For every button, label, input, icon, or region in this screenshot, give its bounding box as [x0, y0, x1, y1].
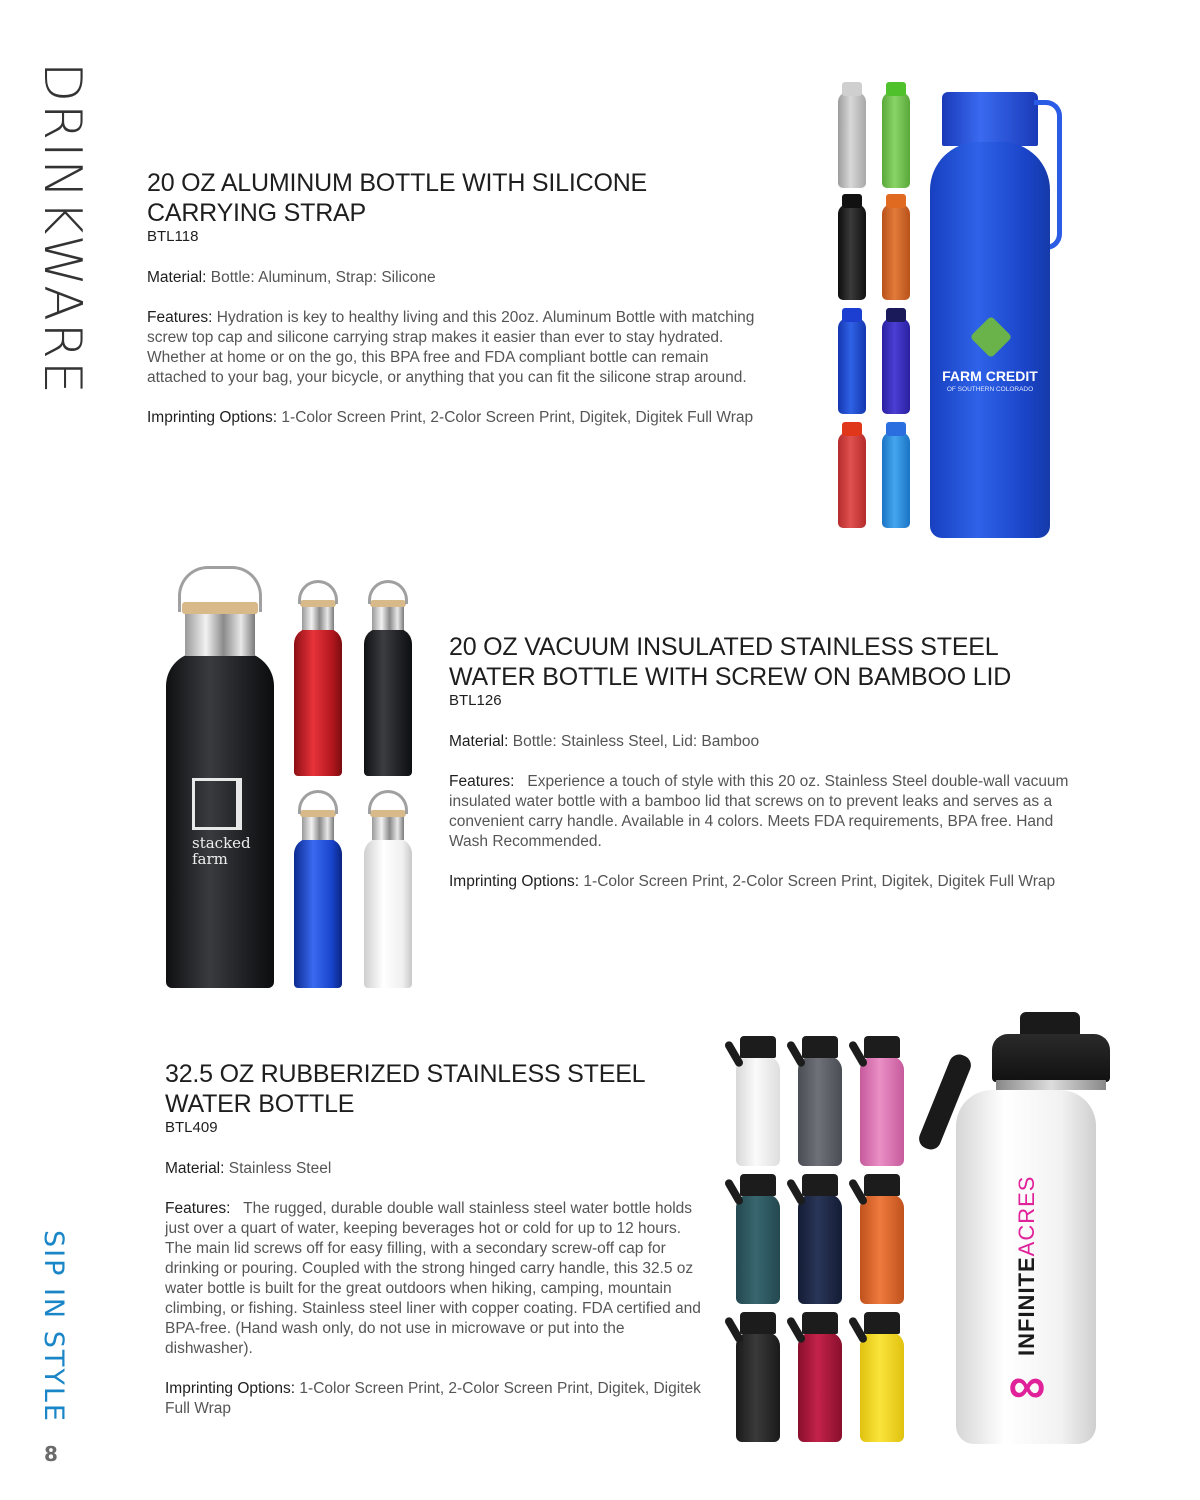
bottle-lid — [992, 1034, 1110, 1082]
features-label: Features: — [449, 773, 515, 790]
bottle-ring — [996, 1080, 1106, 1090]
section-title: DRINKWARE — [32, 62, 92, 396]
bottle-cap — [942, 92, 1038, 146]
product-material — [147, 268, 767, 288]
main-bottle-blue — [930, 92, 1050, 538]
product-imprint — [449, 872, 1079, 892]
tagline: SIP IN STYLE — [38, 1230, 69, 1423]
product-sku: BTL409 — [165, 1119, 218, 1136]
swatch-bottle-yellow — [860, 1332, 904, 1442]
swatch-bottle-red — [798, 1332, 842, 1442]
main-bottle-white — [926, 1010, 1106, 1446]
product-features — [449, 772, 1079, 852]
product-btl126 — [449, 632, 1079, 912]
product-btl409 — [165, 1059, 705, 1439]
features-value: The rugged, durable double wall stainless steel water bottle holds just over a quart of water, keeping beverages hot or cold for up to 12 hours. The main lid screws off for easy filling, with a secondary screw-off cap for drinking or pouring. Coupled with the strong hinged carry handle, this 32.5 oz water bottle is built for the great outdoors when hiking, camping, mountain climbing, or fishing. Stainless steel liner with copper coating. FDA certified and BPA-free. (Hand wash only, do not use in microwave or put into the dishwasher). — [165, 1200, 701, 1357]
swatch-bottle-orange — [860, 1194, 904, 1304]
logo-line2: farm — [192, 850, 228, 868]
imprint-label: Imprinting Options: — [165, 1380, 296, 1397]
features-label: Features: — [165, 1200, 231, 1217]
logo-subtitle: OF SOUTHERN COLORADO — [946, 386, 1034, 393]
product-imprint — [165, 1379, 705, 1419]
imprint-value: 1-Color Screen Print, 2-Color Screen Print, Digitek, Digitek Full Wrap — [583, 873, 1056, 890]
swatch-bottle-white — [736, 1056, 780, 1166]
material-label: Material: — [449, 733, 509, 750]
product-title: 20 OZ VACUUM INSULATED STAINLESS STEEL WATER BOTTLE WITH SCREW ON BAMBOO LID — [449, 633, 1012, 691]
logo-light: ACRES — [1014, 1175, 1039, 1257]
swatch-bottle-white — [364, 838, 412, 988]
swatch-bottle-blue — [294, 838, 342, 988]
page-number: 8 — [44, 1442, 58, 1466]
infinity-icon: ∞ — [1008, 1357, 1046, 1415]
product-material — [449, 732, 1079, 752]
swatch-bottle-black — [364, 628, 412, 776]
swatch-bottle-teal — [736, 1194, 780, 1304]
imprint-label: Imprinting Options: — [449, 873, 580, 890]
logo-title: FARM CREDIT — [942, 368, 1038, 384]
swatch-bottle-blue — [838, 318, 866, 414]
swatch-bottle-silver — [838, 92, 866, 188]
swatch-bottle-purple — [882, 318, 910, 414]
product-sku: BTL126 — [449, 692, 502, 709]
swatch-bottle-black — [838, 204, 866, 300]
swatch-bottle-navy — [798, 1194, 842, 1304]
main-bottle-black — [166, 652, 274, 988]
swatch-bottle-red — [838, 432, 866, 528]
product-image-btl409 — [726, 1010, 1106, 1446]
product-btl118 — [147, 168, 767, 448]
features-value: Experience a touch of style with this 20 oz. Stainless Steel double-wall vacuum insulated water bottle with a bamboo lid that screws on to prevent leaks and serves as a convenient carry handle. Available in 4 colors. Meets FDA requirements, BPA free. Hand Wash Recommended. — [449, 773, 1069, 850]
product-material — [165, 1159, 705, 1179]
infinite-acres-logo — [998, 1156, 1058, 1416]
material-value: Stainless Steel — [228, 1160, 332, 1177]
product-title: 20 OZ ALUMINUM BOTTLE WITH SILICONE CARRYING STRAP — [147, 169, 648, 227]
swatch-bottle-orange — [882, 204, 910, 300]
product-features — [147, 308, 767, 388]
features-label: Features: — [147, 309, 213, 326]
swatch-bottle-green — [882, 92, 910, 188]
swatch-bottle-black — [736, 1332, 780, 1442]
swatch-bottle-light-blue — [882, 432, 910, 528]
material-label: Material: — [165, 1160, 225, 1177]
features-value: Hydration is key to healthy living and this 20oz. Aluminum Bottle with matching screw top cap and silicone carrying strap makes it easier than ever to stay hydrated. Whether at home or on the go, this BPA free and FDA compliant bottle can remain attached to your bag, your bicycle, or anything that you can fit the silicone strap around. — [147, 309, 755, 386]
material-label: Material: — [147, 269, 207, 286]
material-value: Bottle: Stainless Steel, Lid: Bamboo — [512, 733, 760, 750]
swatch-bottle-gray — [798, 1056, 842, 1166]
product-title: 32.5 OZ RUBBERIZED STAINLESS STEEL WATER BOTTLE — [165, 1060, 645, 1118]
logo-bold: INFINITE — [1014, 1256, 1039, 1356]
product-imprint — [147, 408, 767, 428]
product-features — [165, 1199, 705, 1359]
imprint-value: 1-Color Screen Print, 2-Color Screen Print, Digitek, Digitek Full Wrap — [165, 1380, 701, 1417]
imprint-value: 1-Color Screen Print, 2-Color Screen Print, Digitek, Digitek Full Wrap — [281, 409, 754, 426]
product-sku: BTL118 — [147, 228, 199, 245]
product-image-btl118 — [830, 78, 1080, 538]
logo-line1: stacked — [192, 834, 251, 852]
material-value: Bottle: Aluminum, Strap: Silicone — [210, 269, 436, 286]
imprint-label: Imprinting Options: — [147, 409, 278, 426]
product-image-btl126 — [160, 566, 420, 992]
stacked-farm-logo-icon — [192, 778, 242, 830]
swatch-bottle-red — [294, 628, 342, 776]
swatch-bottle-pink — [860, 1056, 904, 1166]
